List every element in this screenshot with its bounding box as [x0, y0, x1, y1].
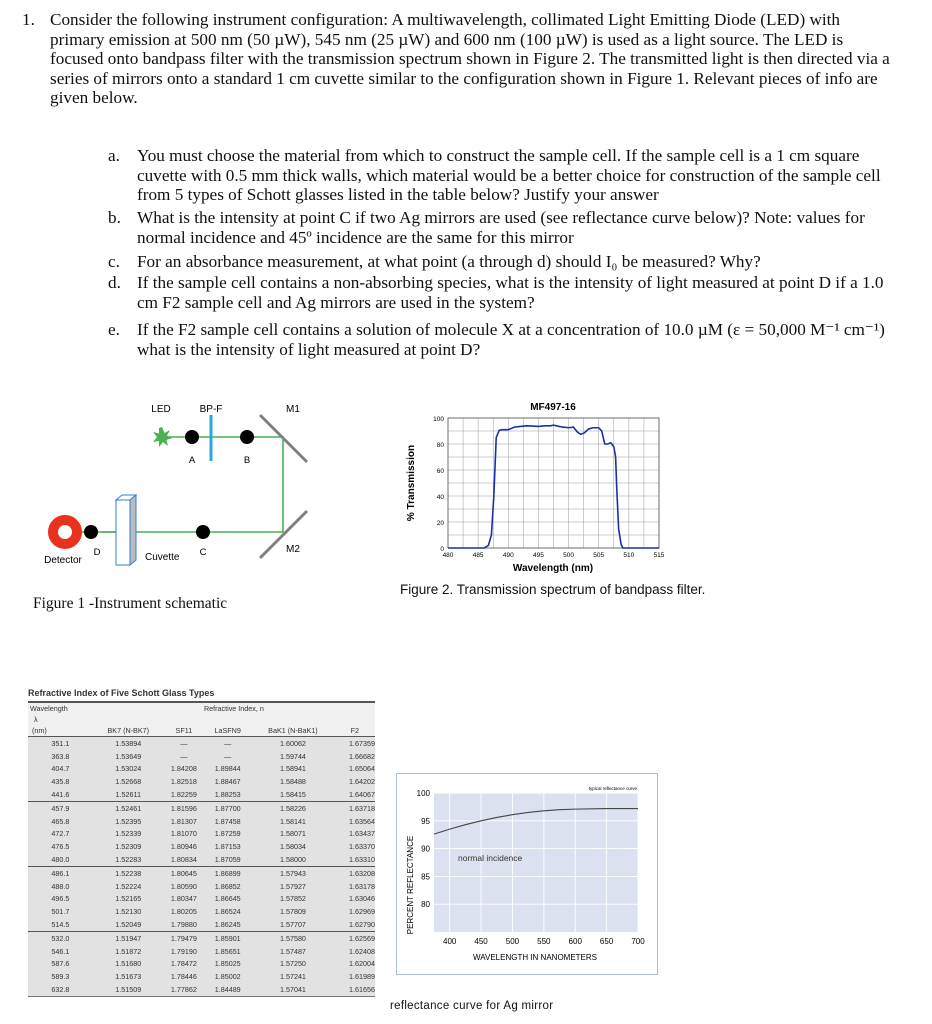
index-cell: 1.57250 [251, 958, 334, 971]
index-cell: 1.85901 [204, 931, 251, 944]
index-cell: 1.79479 [164, 931, 204, 944]
y-tick-label: 85 [421, 872, 430, 882]
table-row [28, 788, 375, 801]
question-part-b [108, 208, 888, 247]
wavelength-cell: 501.7 [28, 905, 93, 918]
x-tick-label: 450 [474, 937, 488, 946]
index-cell: 1.63718 [335, 801, 375, 814]
index-cell: 1.64067 [335, 788, 375, 801]
point-b-marker [240, 430, 254, 444]
index-cell: 1.63370 [335, 840, 375, 853]
index-cell: 1.53024 [93, 763, 164, 776]
instrument-schematic [30, 395, 330, 575]
table-row [28, 931, 375, 944]
index-cell: 1.86899 [204, 866, 251, 879]
index-cell: 1.59744 [251, 750, 334, 763]
index-cell: 1.62969 [335, 905, 375, 918]
x-tick-label: 500 [505, 937, 520, 946]
table-row [28, 737, 375, 750]
table-row [28, 815, 375, 828]
index-cell: 1.57580 [251, 931, 334, 944]
index-cell: 1.51947 [93, 931, 164, 944]
x-tick-label: 500 [563, 552, 575, 559]
refractive-index-table [28, 688, 388, 997]
wavelength-cell: 472.7 [28, 828, 93, 841]
wavelength-header: Wavelength [28, 702, 93, 714]
index-cell: 1.85651 [204, 945, 251, 958]
index-cell: 1.78472 [164, 958, 204, 971]
label-a: A [188, 455, 196, 466]
wavelength-cell: 363.8 [28, 750, 93, 763]
index-cell: 1.80347 [164, 893, 204, 906]
index-cell: 1.82259 [164, 788, 204, 801]
x-tick-label: 485 [472, 552, 484, 559]
wavelength-cell: 480.0 [28, 853, 93, 866]
chart-title: MF497-16 [530, 402, 576, 413]
index-cell: 1.82518 [164, 775, 204, 788]
table-row [28, 775, 375, 788]
index-cell: 1.52339 [93, 828, 164, 841]
index-cell: 1.58000 [251, 853, 334, 866]
label-d: D [93, 547, 101, 558]
cuvette-icon [116, 495, 136, 565]
index-cell: 1.52668 [93, 775, 164, 788]
y-axis-label: PERCENT REFLECTANCE [406, 835, 415, 935]
index-cell: 1.52238 [93, 866, 164, 879]
index-cell: 1.62004 [335, 958, 375, 971]
index-cell: 1.88253 [204, 788, 251, 801]
wavelength-cell: 587.6 [28, 958, 93, 971]
index-cell: 1.57852 [251, 893, 334, 906]
label-detector: Detector [44, 555, 82, 566]
index-cell: 1.84208 [164, 763, 204, 776]
index-cell: 1.86245 [204, 918, 251, 931]
table-row [28, 750, 375, 763]
x-tick-label: 400 [443, 937, 457, 946]
wavelength-cell: 441.6 [28, 788, 93, 801]
index-cell: 1.89844 [204, 763, 251, 776]
part-letter: a. [108, 146, 120, 165]
wavelength-cell: 457.9 [28, 801, 93, 814]
index-cell: 1.67359 [335, 737, 375, 750]
reflectance-caption: reflectance curve for Ag mirror [390, 1000, 554, 1012]
index-cell: 1.57041 [251, 983, 334, 996]
table-row [28, 893, 375, 906]
wavelength-cell: 435.8 [28, 775, 93, 788]
y-tick-label: 100 [433, 416, 444, 423]
x-tick-label: 650 [599, 937, 614, 946]
x-tick-label: 490 [502, 552, 514, 559]
index-cell: 1.84489 [204, 983, 251, 996]
point-a-marker [185, 430, 199, 444]
label-m1: M1 [286, 404, 300, 415]
unit-header: (nm) [28, 725, 93, 737]
column-header: BaK1 (N-BaK1) [251, 725, 334, 737]
question-text: Consider the following instrument configuration: A multiwavelength, collimated Light Emitting Diode (LED) with primary emission at 500 nm (50 µW), 545 nm (25 µW) and 600 nm (100 µW) is used as a light source. The LED is focused onto bandpass filter with the transmission spectrum shown in Figure 2. The transmitted light is then directed via a series of mirrors onto a standard 1 cm cuvette similar to the configuration shown in Figure 1. Relevant pieces of info are given below. [50, 10, 890, 108]
part-text: For an absorbance measurement, at what point (a through d) should I₀ be measured? Why? [137, 252, 761, 271]
index-cell: 1.78446 [164, 970, 204, 983]
index-cell: 1.63564 [335, 815, 375, 828]
column-header: SF11 [164, 725, 204, 737]
figure2-caption: Figure 2. Transmission spectrum of bandpass filter. [400, 582, 706, 597]
detector-icon [53, 520, 77, 544]
table-row [28, 880, 375, 893]
label-c: C [199, 547, 207, 558]
index-cell: 1.80205 [164, 905, 204, 918]
index-cell: 1.86524 [204, 905, 251, 918]
question-part-a [108, 146, 888, 205]
index-cell: 1.52461 [93, 801, 164, 814]
table-row [28, 840, 375, 853]
question-number: 1. [22, 10, 35, 29]
index-cell: 1.65064 [335, 763, 375, 776]
y-tick-label: 40 [436, 494, 444, 501]
reflectance-chart [390, 770, 710, 980]
index-cell: 1.51673 [93, 970, 164, 983]
chart-title: typical reflectance curve [588, 786, 637, 791]
table-row [28, 983, 375, 996]
part-text: If the F2 sample cell contains a solution of molecule X at a concentration of 10.0 µM (ε = 50,000 M⁻¹ cm⁻¹) what is the intensity of light measured at point D? [137, 320, 885, 359]
label-bpf: BP-F [199, 404, 223, 415]
y-tick-label: 100 [416, 789, 430, 798]
index-cell: 1.79190 [164, 945, 204, 958]
index-cell: 1.58141 [251, 815, 334, 828]
index-cell: 1.52395 [93, 815, 164, 828]
index-cell: 1.57943 [251, 866, 334, 879]
wavelength-cell: 632.8 [28, 983, 93, 996]
x-tick-label: 515 [653, 552, 665, 559]
x-tick-label: 550 [537, 937, 551, 946]
index-cell: 1.58034 [251, 840, 334, 853]
index-cell: 1.87059 [204, 853, 251, 866]
point-c-marker [196, 525, 210, 539]
index-cell: 1.52165 [93, 893, 164, 906]
table-row [28, 801, 375, 814]
index-cell: 1.58226 [251, 801, 334, 814]
table-row [28, 828, 375, 841]
led-star-icon [153, 427, 172, 447]
wavelength-cell: 532.0 [28, 931, 93, 944]
index-cell: 1.61656 [335, 983, 375, 996]
index-cell: 1.87153 [204, 840, 251, 853]
index-cell: 1.52283 [93, 853, 164, 866]
wavelength-cell: 546.1 [28, 945, 93, 958]
question-part-c [108, 252, 888, 272]
y-tick-label: 95 [421, 816, 430, 826]
label-b: B [243, 455, 251, 466]
index-cell: 1.66682 [335, 750, 375, 763]
index-cell: 1.80946 [164, 840, 204, 853]
index-cell: 1.80834 [164, 853, 204, 866]
x-tick-label: 600 [568, 937, 582, 946]
y-tick-label: 80 [421, 900, 430, 910]
index-cell: 1.62569 [335, 931, 375, 944]
index-cell: 1.58071 [251, 828, 334, 841]
index-cell: 1.52049 [93, 918, 164, 931]
wavelength-cell: 496.5 [28, 893, 93, 906]
index-cell: 1.77862 [164, 983, 204, 996]
index-cell: 1.63046 [335, 893, 375, 906]
index-cell: 1.81070 [164, 828, 204, 841]
index-cell: 1.58941 [251, 763, 334, 776]
group-header: Refractive Index, n [93, 702, 375, 714]
table-title: Refractive Index of Five Schott Glass Types [28, 688, 215, 698]
index-cell: — [164, 737, 204, 750]
index-cell: 1.63437 [335, 828, 375, 841]
table-row [28, 945, 375, 958]
index-cell: 1.58488 [251, 775, 334, 788]
point-d-marker [84, 525, 98, 539]
index-cell: 1.86645 [204, 893, 251, 906]
part-letter: b. [108, 208, 121, 227]
x-tick-label: 480 [442, 552, 454, 559]
index-cell: 1.87700 [204, 801, 251, 814]
lambda-header: λ [28, 714, 93, 725]
index-cell: 1.52130 [93, 905, 164, 918]
column-header: BK7 (N-BK7) [93, 725, 164, 737]
label-m2: M2 [286, 544, 300, 555]
index-cell: 1.86852 [204, 880, 251, 893]
table-row [28, 853, 375, 866]
index-cell: 1.63178 [335, 880, 375, 893]
y-tick-label: 0 [440, 546, 444, 553]
wavelength-cell: 486.1 [28, 866, 93, 879]
x-tick-label: 510 [623, 552, 635, 559]
index-cell: 1.57707 [251, 918, 334, 931]
index-cell: 1.53649 [93, 750, 164, 763]
column-header: F2 [335, 725, 375, 737]
x-axis-label: Wavelength (nm) [512, 563, 594, 574]
index-cell: 1.52224 [93, 880, 164, 893]
part-letter: e. [108, 320, 120, 339]
annotation-normal-incidence: normal incidence [458, 853, 523, 863]
index-cell: 1.85002 [204, 970, 251, 983]
wavelength-cell: 476.5 [28, 840, 93, 853]
table-row [28, 958, 375, 971]
y-tick-label: 80 [436, 442, 444, 449]
index-cell: 1.51872 [93, 945, 164, 958]
x-tick-label: 495 [532, 552, 544, 559]
transmission-chart [395, 395, 695, 575]
wavelength-cell: 589.3 [28, 970, 93, 983]
x-tick-label: 505 [593, 552, 605, 559]
y-tick-label: 60 [436, 468, 444, 475]
index-cell: 1.51509 [93, 983, 164, 996]
x-tick-label: 700 [631, 937, 645, 946]
part-letter: d. [108, 273, 121, 292]
index-cell: 1.87458 [204, 815, 251, 828]
index-cell: — [204, 750, 251, 763]
index-cell: 1.80645 [164, 866, 204, 879]
label-led: LED [151, 404, 171, 415]
y-tick-label: 90 [421, 844, 430, 854]
index-cell: 1.81307 [164, 815, 204, 828]
wavelength-cell: 514.5 [28, 918, 93, 931]
index-cell: 1.80590 [164, 880, 204, 893]
index-cell: 1.58415 [251, 788, 334, 801]
index-cell: 1.57487 [251, 945, 334, 958]
column-header: LaSFN9 [204, 725, 251, 737]
index-cell: 1.79880 [164, 918, 204, 931]
index-cell: 1.88467 [204, 775, 251, 788]
label-cuvette: Cuvette [145, 552, 180, 563]
index-cell: 1.62408 [335, 945, 375, 958]
table-row [28, 905, 375, 918]
wavelength-cell: 351.1 [28, 737, 93, 750]
index-cell: 1.53894 [93, 737, 164, 750]
table-row [28, 970, 375, 983]
index-cell: 1.60062 [251, 737, 334, 750]
index-cell: 1.81596 [164, 801, 204, 814]
index-cell: 1.51680 [93, 958, 164, 971]
question-part-e [108, 320, 888, 359]
index-cell: 1.64202 [335, 775, 375, 788]
y-axis-label: % Transmission [406, 444, 417, 522]
index-cell: 1.57927 [251, 880, 334, 893]
x-axis-label: WAVELENGTH IN NANOMETERS [472, 953, 598, 962]
figure1-caption: Figure 1 -Instrument schematic [33, 595, 228, 612]
y-tick-label: 20 [436, 520, 444, 527]
index-cell: 1.52611 [93, 788, 164, 801]
table-row [28, 866, 375, 879]
index-cell: 1.87259 [204, 828, 251, 841]
index-cell: 1.85025 [204, 958, 251, 971]
index-cell: 1.63208 [335, 866, 375, 879]
index-cell: 1.62790 [335, 918, 375, 931]
index-cell: 1.63310 [335, 853, 375, 866]
wavelength-cell: 465.8 [28, 815, 93, 828]
table-row [28, 763, 375, 776]
part-text: What is the intensity at point C if two Ag mirrors are used (see reflectance curve below)? Note: values for normal incidence and 45º incidence are the same for this mirror [137, 208, 865, 247]
wavelength-cell: 488.0 [28, 880, 93, 893]
index-cell: — [164, 750, 204, 763]
part-letter: c. [108, 252, 120, 271]
part-text: If the sample cell contains a non-absorbing species, what is the intensity of light measured at point D if a 1.0 cm F2 sample cell and Ag mirrors are used in the system? [137, 273, 884, 312]
index-cell: 1.57241 [251, 970, 334, 983]
wavelength-cell: 404.7 [28, 763, 93, 776]
part-text: You must choose the material from which to construct the sample cell. If the sample cell is a 1 cm square cuvette with 0.5 mm thick walls, which material would be a better choice for construction of the sample cell from 5 types of Schott glasses listed in the table below? Justify your answer [137, 146, 881, 205]
index-cell: 1.61989 [335, 970, 375, 983]
question-part-d [108, 273, 888, 312]
light-beam [80, 437, 283, 532]
index-cell: 1.52309 [93, 840, 164, 853]
table-row [28, 918, 375, 931]
index-cell: 1.57809 [251, 905, 334, 918]
index-cell: — [204, 737, 251, 750]
